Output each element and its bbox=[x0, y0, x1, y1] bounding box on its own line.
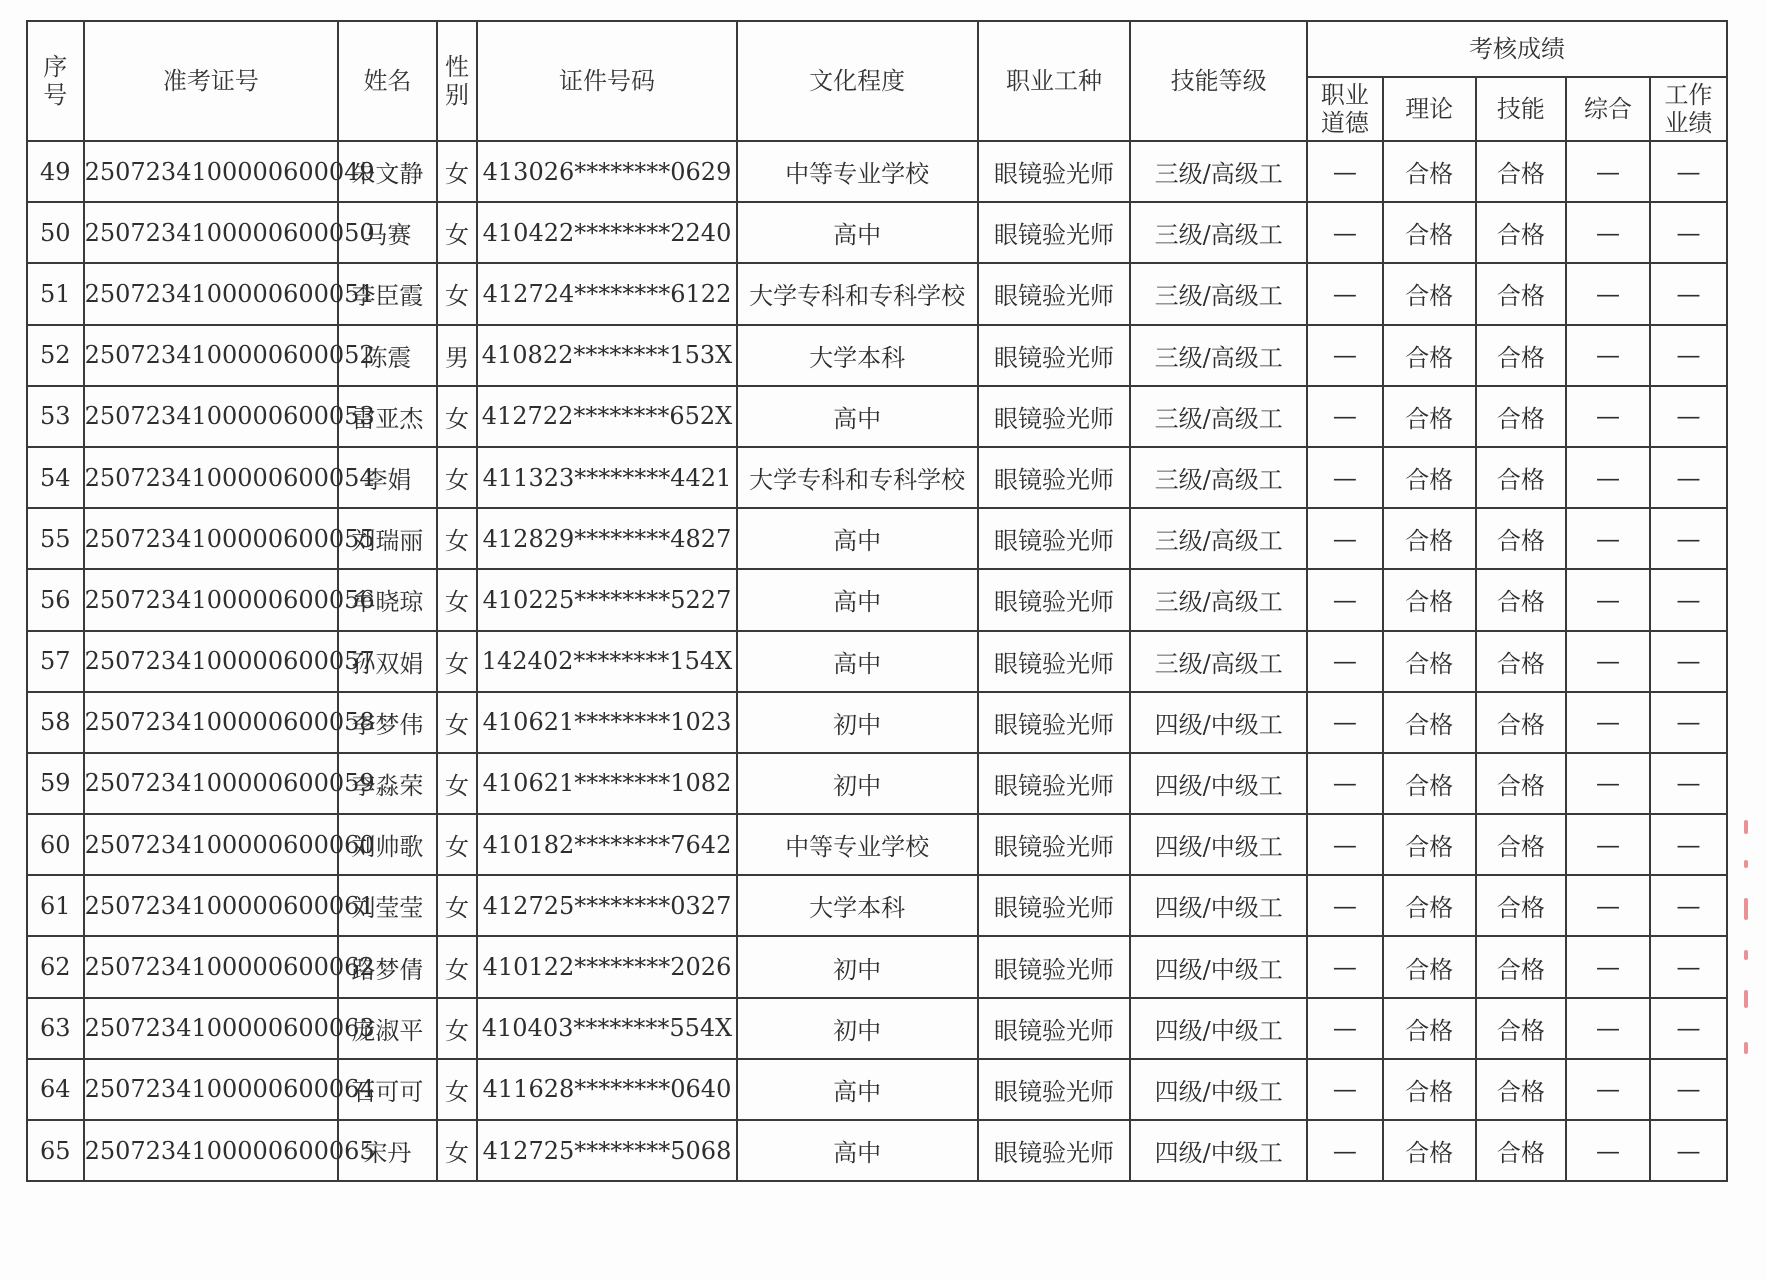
cell-name: 马赛 bbox=[338, 202, 436, 263]
header-performance-line-1: 工作 bbox=[1664, 81, 1713, 109]
cell-seq: 63 bbox=[27, 998, 84, 1059]
cell-theory: 合格 bbox=[1383, 1120, 1476, 1181]
cell-id-no: 412829********4827 bbox=[477, 508, 736, 569]
table-row bbox=[27, 569, 1727, 630]
cell-theory: 合格 bbox=[1383, 875, 1476, 936]
cell-skill-level: 四级/中级工 bbox=[1130, 1059, 1307, 1120]
cell-education: 中等专业学校 bbox=[737, 141, 978, 202]
cell-name: 宋丹 bbox=[338, 1120, 436, 1181]
cell-theory: 合格 bbox=[1383, 325, 1476, 386]
cell-overall: — bbox=[1566, 814, 1650, 875]
cell-occupation: 眼镜验光师 bbox=[978, 1120, 1131, 1181]
cell-theory: 合格 bbox=[1383, 753, 1476, 814]
cell-name: 牟晓琼 bbox=[338, 569, 436, 630]
cell-ethics: — bbox=[1307, 998, 1383, 1059]
cell-occupation: 眼镜验光师 bbox=[978, 875, 1131, 936]
cell-theory: 合格 bbox=[1383, 569, 1476, 630]
cell-seq: 57 bbox=[27, 631, 84, 692]
cell-overall: — bbox=[1566, 998, 1650, 1059]
seal-mark bbox=[1744, 860, 1748, 868]
cell-theory: 合格 bbox=[1383, 998, 1476, 1059]
cell-education: 大学专科和专科学校 bbox=[737, 263, 978, 324]
cell-id-no: 413026********0629 bbox=[477, 141, 736, 202]
cell-occupation: 眼镜验光师 bbox=[978, 508, 1131, 569]
cell-overall: — bbox=[1566, 1059, 1650, 1120]
cell-seq: 52 bbox=[27, 325, 84, 386]
cell-education: 初中 bbox=[737, 692, 978, 753]
cell-education: 高中 bbox=[737, 202, 978, 263]
cell-occupation: 眼镜验光师 bbox=[978, 753, 1131, 814]
cell-name: 庞淑平 bbox=[338, 998, 436, 1059]
cell-name: 刘瑞丽 bbox=[338, 508, 436, 569]
cell-gender: 女 bbox=[437, 998, 478, 1059]
table-row bbox=[27, 386, 1727, 447]
cell-ethics: — bbox=[1307, 569, 1383, 630]
cell-gender: 女 bbox=[437, 875, 478, 936]
cell-id-no: 412724********6122 bbox=[477, 263, 736, 324]
cell-overall: — bbox=[1566, 936, 1650, 997]
cell-theory: 合格 bbox=[1383, 814, 1476, 875]
cell-performance: — bbox=[1650, 875, 1727, 936]
cell-gender: 女 bbox=[437, 508, 478, 569]
cell-ethics: — bbox=[1307, 202, 1383, 263]
cell-overall: — bbox=[1566, 202, 1650, 263]
cell-seq: 65 bbox=[27, 1120, 84, 1181]
cell-overall: — bbox=[1566, 692, 1650, 753]
table-row bbox=[27, 325, 1727, 386]
cell-skill: 合格 bbox=[1476, 263, 1567, 324]
cell-theory: 合格 bbox=[1383, 1059, 1476, 1120]
cell-occupation: 眼镜验光师 bbox=[978, 998, 1131, 1059]
cell-seq: 49 bbox=[27, 141, 84, 202]
cell-id-no: 412725********0327 bbox=[477, 875, 736, 936]
cell-skill-level: 三级/高级工 bbox=[1130, 202, 1307, 263]
cell-exam-no: 2507234100000600056 bbox=[84, 569, 339, 630]
cell-occupation: 眼镜验光师 bbox=[978, 263, 1131, 324]
cell-skill: 合格 bbox=[1476, 631, 1567, 692]
cell-occupation: 眼镜验光师 bbox=[978, 141, 1131, 202]
cell-exam-no: 2507234100000600059 bbox=[84, 753, 339, 814]
cell-skill: 合格 bbox=[1476, 325, 1567, 386]
cell-overall: — bbox=[1566, 875, 1650, 936]
cell-id-no: 411628********0640 bbox=[477, 1059, 736, 1120]
cell-skill: 合格 bbox=[1476, 753, 1567, 814]
cell-gender: 女 bbox=[437, 263, 478, 324]
cell-gender: 女 bbox=[437, 202, 478, 263]
header-occupation: 职业工种 bbox=[978, 21, 1131, 141]
cell-performance: — bbox=[1650, 202, 1727, 263]
cell-performance: — bbox=[1650, 936, 1727, 997]
table-row bbox=[27, 998, 1727, 1059]
cell-education: 初中 bbox=[737, 753, 978, 814]
cell-gender: 女 bbox=[437, 753, 478, 814]
cell-ethics: — bbox=[1307, 753, 1383, 814]
cell-exam-no: 2507234100000600063 bbox=[84, 998, 339, 1059]
cell-skill: 合格 bbox=[1476, 814, 1567, 875]
table-row bbox=[27, 753, 1727, 814]
cell-id-no: 410182********7642 bbox=[477, 814, 736, 875]
cell-occupation: 眼镜验光师 bbox=[978, 325, 1131, 386]
table-row bbox=[27, 508, 1727, 569]
cell-gender: 女 bbox=[437, 1059, 478, 1120]
cell-education: 大学本科 bbox=[737, 875, 978, 936]
cell-education: 初中 bbox=[737, 998, 978, 1059]
cell-id-no: 410122********2026 bbox=[477, 936, 736, 997]
cell-occupation: 眼镜验光师 bbox=[978, 692, 1131, 753]
cell-ethics: — bbox=[1307, 325, 1383, 386]
cell-ethics: — bbox=[1307, 631, 1383, 692]
cell-gender: 女 bbox=[437, 386, 478, 447]
cell-id-no: 410822********153X bbox=[477, 325, 736, 386]
header-ethics-line-2: 道德 bbox=[1320, 109, 1369, 137]
header-name: 姓名 bbox=[338, 21, 436, 141]
seal-mark bbox=[1744, 898, 1748, 920]
cell-seq: 53 bbox=[27, 386, 84, 447]
cell-education: 高中 bbox=[737, 508, 978, 569]
cell-seq: 59 bbox=[27, 753, 84, 814]
table-row bbox=[27, 875, 1727, 936]
cell-id-no: 412725********5068 bbox=[477, 1120, 736, 1181]
cell-theory: 合格 bbox=[1383, 692, 1476, 753]
cell-skill-level: 四级/中级工 bbox=[1130, 753, 1307, 814]
cell-gender: 女 bbox=[437, 692, 478, 753]
header-performance-line-2: 业绩 bbox=[1664, 109, 1713, 137]
cell-name: 李臣霞 bbox=[338, 263, 436, 324]
cell-overall: — bbox=[1566, 141, 1650, 202]
cell-name: 刘帅歌 bbox=[338, 814, 436, 875]
seal-mark bbox=[1744, 990, 1748, 1008]
cell-occupation: 眼镜验光师 bbox=[978, 447, 1131, 508]
cell-exam-no: 2507234100000600065 bbox=[84, 1120, 339, 1181]
cell-skill-level: 四级/中级工 bbox=[1130, 936, 1307, 997]
cell-id-no: 410422********2240 bbox=[477, 202, 736, 263]
cell-ethics: — bbox=[1307, 875, 1383, 936]
cell-exam-no: 2507234100000600051 bbox=[84, 263, 339, 324]
cell-ethics: — bbox=[1307, 692, 1383, 753]
cell-skill-level: 四级/中级工 bbox=[1130, 1120, 1307, 1181]
cell-skill-level: 四级/中级工 bbox=[1130, 692, 1307, 753]
cell-id-no: 410403********554X bbox=[477, 998, 736, 1059]
cell-skill: 合格 bbox=[1476, 692, 1567, 753]
cell-id-no: 410621********1082 bbox=[477, 753, 736, 814]
cell-theory: 合格 bbox=[1383, 508, 1476, 569]
cell-overall: — bbox=[1566, 447, 1650, 508]
header-id-no: 证件号码 bbox=[477, 21, 736, 141]
header-seq-char-1: 序 bbox=[43, 53, 68, 81]
cell-skill-level: 三级/高级工 bbox=[1130, 386, 1307, 447]
cell-skill: 合格 bbox=[1476, 202, 1567, 263]
cell-education: 高中 bbox=[737, 386, 978, 447]
cell-gender: 女 bbox=[437, 141, 478, 202]
header-skill: 技能 bbox=[1476, 77, 1567, 141]
cell-id-no: 412722********652X bbox=[477, 386, 736, 447]
cell-overall: — bbox=[1566, 263, 1650, 324]
cell-seq: 61 bbox=[27, 875, 84, 936]
table-row bbox=[27, 263, 1727, 324]
table-body bbox=[27, 141, 1727, 1181]
header-overall: 综合 bbox=[1566, 77, 1650, 141]
table-row bbox=[27, 631, 1727, 692]
cell-gender: 女 bbox=[437, 1120, 478, 1181]
cell-overall: — bbox=[1566, 1120, 1650, 1181]
cell-gender: 女 bbox=[437, 936, 478, 997]
cell-id-no: 411323********4421 bbox=[477, 447, 736, 508]
cell-theory: 合格 bbox=[1383, 631, 1476, 692]
cell-skill-level: 三级/高级工 bbox=[1130, 631, 1307, 692]
cell-performance: — bbox=[1650, 263, 1727, 324]
cell-skill: 合格 bbox=[1476, 447, 1567, 508]
header-ethics-line-1: 职业 bbox=[1320, 81, 1369, 109]
cell-exam-no: 2507234100000600050 bbox=[84, 202, 339, 263]
cell-performance: — bbox=[1650, 508, 1727, 569]
cell-seq: 62 bbox=[27, 936, 84, 997]
cell-occupation: 眼镜验光师 bbox=[978, 814, 1131, 875]
cell-skill: 合格 bbox=[1476, 141, 1567, 202]
cell-occupation: 眼镜验光师 bbox=[978, 202, 1131, 263]
cell-name: 李淼荣 bbox=[338, 753, 436, 814]
cell-name: 雷亚杰 bbox=[338, 386, 436, 447]
cell-occupation: 眼镜验光师 bbox=[978, 936, 1131, 997]
header-seq-char-2: 号 bbox=[43, 81, 68, 109]
cell-performance: — bbox=[1650, 692, 1727, 753]
cell-exam-no: 2507234100000600061 bbox=[84, 875, 339, 936]
cell-id-no: 410621********1023 bbox=[477, 692, 736, 753]
cell-theory: 合格 bbox=[1383, 202, 1476, 263]
cell-seq: 60 bbox=[27, 814, 84, 875]
cell-skill-level: 三级/高级工 bbox=[1130, 263, 1307, 324]
header-ethics bbox=[1307, 77, 1383, 141]
header-education: 文化程度 bbox=[737, 21, 978, 141]
cell-id-no: 410225********5227 bbox=[477, 569, 736, 630]
cell-name: 陈震 bbox=[338, 325, 436, 386]
cell-exam-no: 2507234100000600053 bbox=[84, 386, 339, 447]
cell-gender: 女 bbox=[437, 447, 478, 508]
cell-exam-no: 2507234100000600057 bbox=[84, 631, 339, 692]
cell-gender: 女 bbox=[437, 569, 478, 630]
cell-gender: 男 bbox=[437, 325, 478, 386]
cell-skill-level: 三级/高级工 bbox=[1130, 447, 1307, 508]
cell-performance: — bbox=[1650, 631, 1727, 692]
cell-seq: 50 bbox=[27, 202, 84, 263]
cell-skill-level: 四级/中级工 bbox=[1130, 998, 1307, 1059]
cell-exam-no: 2507234100000600058 bbox=[84, 692, 339, 753]
cell-name: 朱文静 bbox=[338, 141, 436, 202]
cell-performance: — bbox=[1650, 998, 1727, 1059]
cell-name: 孙双娟 bbox=[338, 631, 436, 692]
cell-seq: 51 bbox=[27, 263, 84, 324]
cell-exam-no: 2507234100000600054 bbox=[84, 447, 339, 508]
cell-education: 高中 bbox=[737, 569, 978, 630]
table-row bbox=[27, 447, 1727, 508]
cell-name: 李梦伟 bbox=[338, 692, 436, 753]
cell-skill: 合格 bbox=[1476, 386, 1567, 447]
cell-performance: — bbox=[1650, 814, 1727, 875]
cell-name: 路梦倩 bbox=[338, 936, 436, 997]
cell-ethics: — bbox=[1307, 447, 1383, 508]
cell-ethics: — bbox=[1307, 1059, 1383, 1120]
red-seal-edge-marks bbox=[1744, 820, 1754, 1080]
cell-skill: 合格 bbox=[1476, 936, 1567, 997]
cell-id-no: 142402********154X bbox=[477, 631, 736, 692]
cell-seq: 64 bbox=[27, 1059, 84, 1120]
cell-performance: — bbox=[1650, 141, 1727, 202]
cell-theory: 合格 bbox=[1383, 141, 1476, 202]
header-gender-char-1: 性 bbox=[445, 53, 470, 81]
cell-seq: 55 bbox=[27, 508, 84, 569]
cell-education: 高中 bbox=[737, 1059, 978, 1120]
cell-ethics: — bbox=[1307, 263, 1383, 324]
cell-exam-no: 2507234100000600049 bbox=[84, 141, 339, 202]
cell-ethics: — bbox=[1307, 814, 1383, 875]
cell-theory: 合格 bbox=[1383, 386, 1476, 447]
cell-skill: 合格 bbox=[1476, 875, 1567, 936]
cell-education: 高中 bbox=[737, 1120, 978, 1181]
cell-overall: — bbox=[1566, 325, 1650, 386]
cell-gender: 女 bbox=[437, 814, 478, 875]
seal-mark bbox=[1744, 1042, 1748, 1054]
cell-overall: — bbox=[1566, 508, 1650, 569]
header-exam-no: 准考证号 bbox=[84, 21, 339, 141]
cell-ethics: — bbox=[1307, 386, 1383, 447]
cell-performance: — bbox=[1650, 386, 1727, 447]
table-row bbox=[27, 1120, 1727, 1181]
header-scores-group: 考核成绩 bbox=[1307, 21, 1727, 77]
cell-overall: — bbox=[1566, 631, 1650, 692]
cell-performance: — bbox=[1650, 1059, 1727, 1120]
table-row bbox=[27, 202, 1727, 263]
table-row bbox=[27, 1059, 1727, 1120]
seal-mark bbox=[1744, 820, 1748, 834]
cell-gender: 女 bbox=[437, 631, 478, 692]
cell-skill: 合格 bbox=[1476, 1120, 1567, 1181]
cell-ethics: — bbox=[1307, 141, 1383, 202]
cell-education: 高中 bbox=[737, 631, 978, 692]
cell-name: 石可可 bbox=[338, 1059, 436, 1120]
seal-mark bbox=[1744, 950, 1748, 960]
cell-education: 大学专科和专科学校 bbox=[737, 447, 978, 508]
exam-results-table bbox=[26, 20, 1728, 1182]
cell-skill: 合格 bbox=[1476, 998, 1567, 1059]
header-row-top bbox=[27, 21, 1727, 77]
cell-skill-level: 三级/高级工 bbox=[1130, 508, 1307, 569]
header-seq bbox=[27, 21, 84, 141]
cell-performance: — bbox=[1650, 1120, 1727, 1181]
cell-overall: — bbox=[1566, 569, 1650, 630]
cell-name: 刘莹莹 bbox=[338, 875, 436, 936]
header-gender-char-2: 别 bbox=[445, 81, 470, 109]
table-row bbox=[27, 814, 1727, 875]
cell-overall: — bbox=[1566, 386, 1650, 447]
cell-overall: — bbox=[1566, 753, 1650, 814]
cell-exam-no: 2507234100000600052 bbox=[84, 325, 339, 386]
table-header bbox=[27, 21, 1727, 141]
cell-performance: — bbox=[1650, 569, 1727, 630]
header-theory: 理论 bbox=[1383, 77, 1476, 141]
cell-theory: 合格 bbox=[1383, 936, 1476, 997]
cell-performance: — bbox=[1650, 447, 1727, 508]
cell-skill: 合格 bbox=[1476, 508, 1567, 569]
cell-seq: 56 bbox=[27, 569, 84, 630]
cell-occupation: 眼镜验光师 bbox=[978, 1059, 1131, 1120]
cell-seq: 54 bbox=[27, 447, 84, 508]
cell-exam-no: 2507234100000600062 bbox=[84, 936, 339, 997]
cell-theory: 合格 bbox=[1383, 447, 1476, 508]
header-gender bbox=[437, 21, 478, 141]
cell-name: 李娟 bbox=[338, 447, 436, 508]
cell-skill-level: 三级/高级工 bbox=[1130, 325, 1307, 386]
cell-exam-no: 2507234100000600060 bbox=[84, 814, 339, 875]
cell-theory: 合格 bbox=[1383, 263, 1476, 324]
table-row bbox=[27, 692, 1727, 753]
header-skill-level: 技能等级 bbox=[1130, 21, 1307, 141]
cell-exam-no: 2507234100000600064 bbox=[84, 1059, 339, 1120]
cell-performance: — bbox=[1650, 325, 1727, 386]
cell-education: 大学本科 bbox=[737, 325, 978, 386]
cell-skill-level: 四级/中级工 bbox=[1130, 875, 1307, 936]
cell-occupation: 眼镜验光师 bbox=[978, 386, 1131, 447]
cell-ethics: — bbox=[1307, 936, 1383, 997]
cell-exam-no: 2507234100000600055 bbox=[84, 508, 339, 569]
table-row bbox=[27, 141, 1727, 202]
cell-occupation: 眼镜验光师 bbox=[978, 569, 1131, 630]
cell-performance: — bbox=[1650, 753, 1727, 814]
cell-ethics: — bbox=[1307, 1120, 1383, 1181]
cell-education: 初中 bbox=[737, 936, 978, 997]
cell-occupation: 眼镜验光师 bbox=[978, 631, 1131, 692]
header-performance bbox=[1650, 77, 1727, 141]
cell-skill-level: 三级/高级工 bbox=[1130, 141, 1307, 202]
cell-skill-level: 四级/中级工 bbox=[1130, 814, 1307, 875]
cell-ethics: — bbox=[1307, 508, 1383, 569]
table-row bbox=[27, 936, 1727, 997]
cell-seq: 58 bbox=[27, 692, 84, 753]
cell-skill-level: 三级/高级工 bbox=[1130, 569, 1307, 630]
cell-education: 中等专业学校 bbox=[737, 814, 978, 875]
cell-skill: 合格 bbox=[1476, 1059, 1567, 1120]
cell-skill: 合格 bbox=[1476, 569, 1567, 630]
